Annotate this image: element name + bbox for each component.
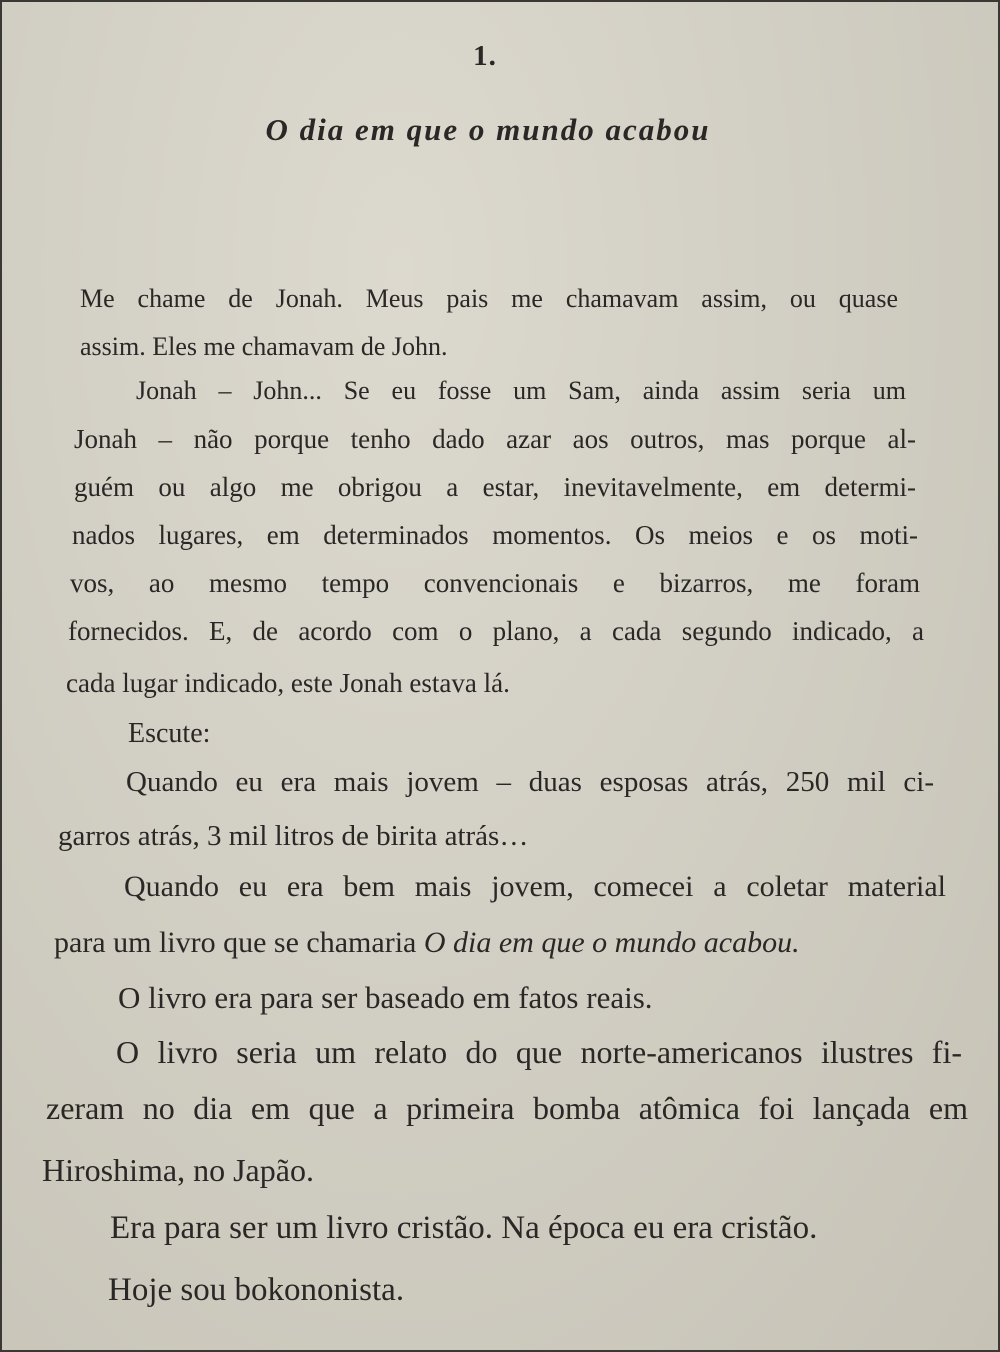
book-title-italic: O dia em que o mundo acabou. — [423, 926, 800, 959]
text-line-14 — [54, 928, 800, 958]
text-line-17: zeram no dia em que a primeira bomba atômica foi lançada em — [46, 1090, 968, 1126]
text-line-4: Jonah – não porque tenho dado azar aos outros, mas porque al- — [74, 424, 916, 454]
text-line-13: Quando eu era bem mais jovem, comecei a coletar material — [124, 870, 946, 903]
text-line-19: Era para ser um livro cristão. Na época eu era cristão. — [110, 1210, 818, 1246]
text-line-20: Hoje sou bokononista. — [108, 1272, 405, 1308]
text-line-5: guém ou algo me obrigou a estar, inevitavelmente, em determi- — [74, 472, 916, 502]
text-line-1: Me chame de Jonah. Meus pais me chamavam assim, ou quase — [80, 284, 898, 313]
chapter-number: 1. — [473, 40, 497, 72]
text-line-18: Hiroshima, no Japão. — [42, 1152, 314, 1188]
text-line-12: garros atrás, 3 mil litros de birita atrás… — [58, 820, 529, 852]
text-line-9: cada lugar indicado, este Jonah estava lá. — [66, 668, 510, 698]
text-line-11: Quando eu era mais jovem – duas esposas atrás, 250 mil ci- — [126, 766, 934, 798]
text-line-3: Jonah – John... Se eu fosse um Sam, ainda assim seria um — [136, 376, 906, 405]
text-line-16: O livro seria um relato do que norte-americanos ilustres fi- — [116, 1034, 962, 1070]
text-line-10: Escute: — [128, 718, 211, 749]
text-line-8: fornecidos. E, de acordo com o plano, a cada segundo indicado, a — [68, 616, 924, 646]
text-line-2: assim. Eles me chamavam de John. — [80, 332, 448, 361]
text-line-14-start: para um livro que se chamaria — [54, 926, 424, 959]
text-line-6: nados lugares, em determinados momentos. Os meios e os moti- — [72, 520, 918, 550]
text-line-15: O livro era para ser baseado em fatos reais. — [118, 980, 653, 1015]
chapter-title: O dia em que o mundo acabou — [265, 112, 711, 147]
text-line-7: vos, ao mesmo tempo convencionais e bizarros, me foram — [70, 568, 920, 598]
